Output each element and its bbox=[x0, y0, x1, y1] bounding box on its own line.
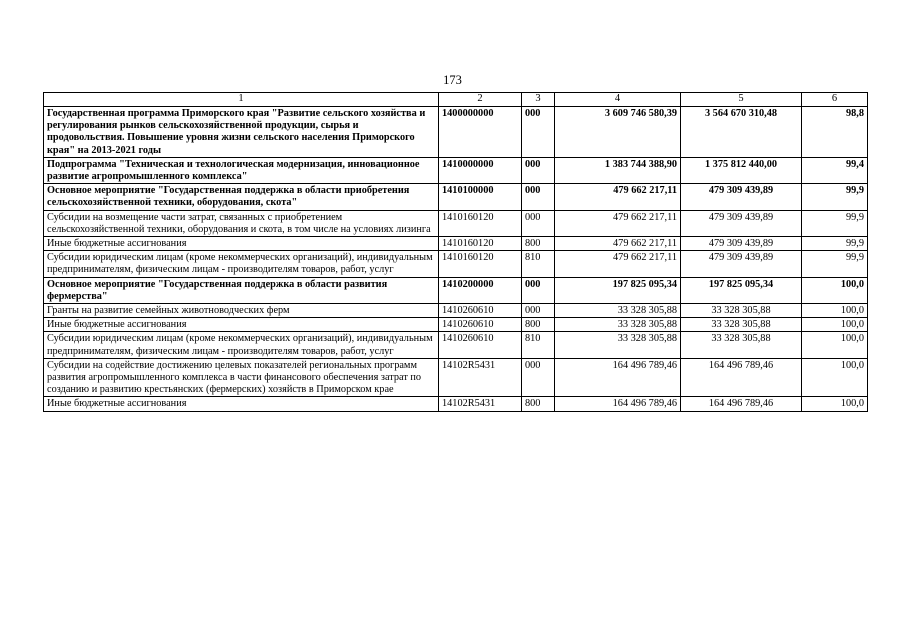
row-code: 1410260610 bbox=[439, 332, 522, 358]
table-row bbox=[44, 277, 868, 303]
row-expense-type: 800 bbox=[522, 397, 555, 411]
table-row bbox=[44, 332, 868, 358]
row-code: 14102R5431 bbox=[439, 358, 522, 397]
row-percent: 98,8 bbox=[802, 107, 868, 158]
row-name: Государственная программа Приморского края "Развитие сельского хозяйства и регулирования рынков сельскохозяйственной продукции, сырья и продовольствия. Повышение уровня жизни сельского населения Приморского края" на 2013-2021 годы bbox=[44, 107, 439, 158]
row-plan-amount: 479 662 217,11 bbox=[555, 210, 681, 236]
row-expense-type: 810 bbox=[522, 332, 555, 358]
row-plan-amount: 164 496 789,46 bbox=[555, 397, 681, 411]
row-expense-type: 000 bbox=[522, 184, 555, 210]
row-fact-amount: 197 825 095,34 bbox=[681, 277, 802, 303]
row-plan-amount: 164 496 789,46 bbox=[555, 358, 681, 397]
row-name: Субсидии юридическим лицам (кроме некоммерческих организаций), индивидуальным предпринимателям, физическим лицам - производителям товаров, работ, услуг bbox=[44, 332, 439, 358]
row-expense-type: 000 bbox=[522, 157, 555, 183]
row-fact-amount: 164 496 789,46 bbox=[681, 358, 802, 397]
row-name: Субсидии юридическим лицам (кроме некоммерческих организаций), индивидуальным предпринимателям, физическим лицам - производителям товаров, работ, услуг bbox=[44, 251, 439, 277]
row-expense-type: 000 bbox=[522, 210, 555, 236]
row-code: 1400000000 bbox=[439, 107, 522, 158]
row-fact-amount: 33 328 305,88 bbox=[681, 304, 802, 318]
row-expense-type: 000 bbox=[522, 277, 555, 303]
row-fact-amount: 479 309 439,89 bbox=[681, 184, 802, 210]
row-code: 1410160120 bbox=[439, 210, 522, 236]
row-percent: 100,0 bbox=[802, 358, 868, 397]
row-code: 14102R5431 bbox=[439, 397, 522, 411]
header-col-plan: 4 bbox=[555, 93, 681, 107]
table-row bbox=[44, 237, 868, 251]
row-plan-amount: 197 825 095,34 bbox=[555, 277, 681, 303]
row-name: Основное мероприятие "Государственная поддержка в области приобретения сельскохозяйственной техники, оборудования, скота" bbox=[44, 184, 439, 210]
row-plan-amount: 33 328 305,88 bbox=[555, 332, 681, 358]
row-name: Субсидии на возмещение части затрат, связанных с приобретением сельскохозяйственной техники, оборудования и скота, в том числе на условиях лизинга bbox=[44, 210, 439, 236]
row-code: 1410260610 bbox=[439, 318, 522, 332]
table-row bbox=[44, 251, 868, 277]
table-row bbox=[44, 157, 868, 183]
header-col-percent: 6 bbox=[802, 93, 868, 107]
row-code: 1410200000 bbox=[439, 277, 522, 303]
row-plan-amount: 33 328 305,88 bbox=[555, 318, 681, 332]
row-percent: 99,9 bbox=[802, 184, 868, 210]
row-code: 1410160120 bbox=[439, 237, 522, 251]
row-percent: 99,9 bbox=[802, 210, 868, 236]
budget-table bbox=[43, 92, 868, 412]
row-fact-amount: 479 309 439,89 bbox=[681, 251, 802, 277]
table-row bbox=[44, 358, 868, 397]
row-name: Подпрограмма "Техническая и технологическая модернизация, инновационное развитие агропромышленного комплекса" bbox=[44, 157, 439, 183]
row-expense-type: 800 bbox=[522, 237, 555, 251]
table-header-row bbox=[44, 93, 868, 107]
row-percent: 99,4 bbox=[802, 157, 868, 183]
table-row bbox=[44, 107, 868, 158]
table-row bbox=[44, 318, 868, 332]
row-expense-type: 000 bbox=[522, 358, 555, 397]
table-row bbox=[44, 304, 868, 318]
row-expense-type: 800 bbox=[522, 318, 555, 332]
row-code: 1410260610 bbox=[439, 304, 522, 318]
row-fact-amount: 33 328 305,88 bbox=[681, 318, 802, 332]
row-fact-amount: 1 375 812 440,00 bbox=[681, 157, 802, 183]
row-fact-amount: 164 496 789,46 bbox=[681, 397, 802, 411]
row-plan-amount: 479 662 217,11 bbox=[555, 251, 681, 277]
row-expense-type: 000 bbox=[522, 304, 555, 318]
row-plan-amount: 479 662 217,11 bbox=[555, 184, 681, 210]
table-row bbox=[44, 210, 868, 236]
header-col-vr: 3 bbox=[522, 93, 555, 107]
row-expense-type: 000 bbox=[522, 107, 555, 158]
row-percent: 100,0 bbox=[802, 332, 868, 358]
row-fact-amount: 3 564 670 310,48 bbox=[681, 107, 802, 158]
table-row bbox=[44, 184, 868, 210]
row-code: 1410100000 bbox=[439, 184, 522, 210]
row-name: Иные бюджетные ассигнования bbox=[44, 318, 439, 332]
row-percent: 99,9 bbox=[802, 251, 868, 277]
header-col-fact: 5 bbox=[681, 93, 802, 107]
row-code: 1410000000 bbox=[439, 157, 522, 183]
row-fact-amount: 479 309 439,89 bbox=[681, 237, 802, 251]
row-plan-amount: 479 662 217,11 bbox=[555, 237, 681, 251]
row-percent: 99,9 bbox=[802, 237, 868, 251]
page-number: 173 bbox=[443, 73, 462, 87]
row-percent: 100,0 bbox=[802, 318, 868, 332]
row-name: Субсидии на содействие достижению целевых показателей региональных программ развития агропромышленного комплекса в части финансового обеспечения затрат по созданию и развитию крестьянских (фермерских) хозяйств в Приморском крае bbox=[44, 358, 439, 397]
header-col-code: 2 bbox=[439, 93, 522, 107]
row-name: Гранты на развитие семейных животноводческих ферм bbox=[44, 304, 439, 318]
row-code: 1410160120 bbox=[439, 251, 522, 277]
row-percent: 100,0 bbox=[802, 397, 868, 411]
row-name: Иные бюджетные ассигнования bbox=[44, 397, 439, 411]
row-fact-amount: 479 309 439,89 bbox=[681, 210, 802, 236]
row-name: Иные бюджетные ассигнования bbox=[44, 237, 439, 251]
row-percent: 100,0 bbox=[802, 304, 868, 318]
header-col-name: 1 bbox=[44, 93, 439, 107]
table-row bbox=[44, 397, 868, 411]
row-expense-type: 810 bbox=[522, 251, 555, 277]
row-name: Основное мероприятие "Государственная поддержка в области развития фермерства" bbox=[44, 277, 439, 303]
row-percent: 100,0 bbox=[802, 277, 868, 303]
row-plan-amount: 33 328 305,88 bbox=[555, 304, 681, 318]
row-plan-amount: 1 383 744 388,90 bbox=[555, 157, 681, 183]
row-fact-amount: 33 328 305,88 bbox=[681, 332, 802, 358]
row-plan-amount: 3 609 746 580,39 bbox=[555, 107, 681, 158]
